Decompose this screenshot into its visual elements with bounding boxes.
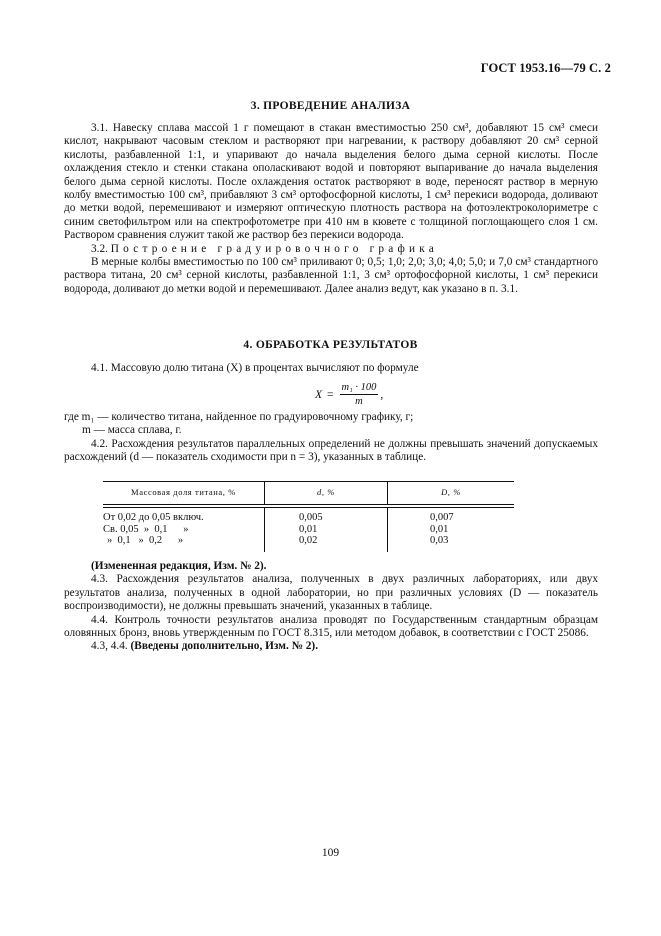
amended-note: (Измененная редакция, Изм. № 2). — [91, 560, 267, 572]
paragraph-3-2: В мерные колбы вместимостью по 100 см³ приливают 0; 0,5; 1,0; 2,0; 3,0; 4,0; 5,0; и 7,0 см³ стандартного раствора титана, 20 см³ серной кислоты, разбавленной 1:1, 3 см³ ортофосфорной кислоты, 1 см³ перекиси водорода, доливают до метки водой и перемешивают. Далее анализ ведут, как указано в п. 3.1. — [64, 256, 598, 295]
table-row-2-D: 0,01 — [430, 523, 449, 535]
paragraph-3-2-number: 3.2. — [91, 242, 108, 255]
formula-denominator: m — [355, 396, 363, 407]
section-4-title: 4. ОБРАБОТКА РЕЗУЛЬТАТОВ — [243, 339, 418, 351]
added-note-wrap — [64, 640, 598, 653]
table-header-D: D, % — [387, 482, 514, 504]
running-header: ГОСТ 1953.16—79 С. 2 — [480, 61, 611, 75]
table-body — [103, 508, 514, 552]
paragraph-3-1: 3.1. Навеску сплава массой 1 г помещают в стакан вместимостью 250 см³, добавляют 15 см³ смеси кислот, накрывают часовым стеклом и растворяют при нагревании, к раствору добавляют 20 см³ серной кислоты, разбавленной 1:1, и упаривают до начала выделения белого дыма серной кислоты. После охлаждения стекло и стенки стакана ополаскивают водой и повторяют выпаривание до начала выделения белого дыма серной кислоты. После охлаждения остаток растворяют в воде, переносят раствор в мерную колбу вместимостью 100 см³, прибавляют 3 см³ ортофосфорной кислоты, 1 см³ перекиси водорода, доливают до метки водой, перемешивают и измеряют оптическую плотность раствора на фотоэлектроколориметре с синим светофильтром или на спектрофотометре при 410 нм в кювете с толщиной поглощающего слоя 1 см. Раствором сравнения служит такой же раствор без перекиси водорода. — [64, 122, 598, 242]
section-4-tail — [64, 560, 598, 654]
formula — [315, 382, 383, 407]
table-header-row — [103, 482, 514, 504]
paragraph-3-2-title — [64, 243, 598, 256]
table-row-2-range: Св. 0,05 » 0,1 » — [103, 523, 189, 535]
table-header-d: d, % — [264, 482, 387, 504]
table-header-mass-fraction: Массовая доля титана, % — [131, 487, 236, 497]
amended-note-wrap — [64, 560, 598, 573]
table-row-2-d: 0,01 — [299, 523, 318, 535]
table-row-1-D: 0,007 — [430, 512, 454, 523]
table-column-mass-fraction — [103, 508, 264, 552]
table-row-1-range: От 0,02 до 0,05 включ. — [103, 512, 204, 523]
legend-m1: где m₁ — количество титана, найденное по градуировочному графику, г; — [64, 411, 414, 423]
paragraph-3-2-heading: Построение градуировочного графика — [110, 242, 438, 255]
tolerance-table — [103, 481, 514, 552]
page-number: 109 — [321, 847, 340, 859]
formula-legend — [64, 411, 598, 465]
formula-comma: , — [380, 388, 384, 401]
table-column-D — [387, 508, 514, 552]
table-row-3-d: 0,02 — [299, 535, 318, 546]
table-row-3-range: » 0,1 » 0,2 » — [107, 535, 184, 546]
paragraph-4-2: 4.2. Расхождения результатов параллельных определений не должны превышать значений допускаемых расхождений (d — показатель сходимости при n = 3), указанных в таблице. — [64, 437, 598, 464]
legend-m: m — масса сплава, г. — [82, 424, 182, 437]
formula-fraction — [340, 382, 379, 407]
formula-numerator: m₁ · 100 — [341, 382, 377, 393]
section-3-body — [64, 122, 598, 296]
paragraph-4-1-wrap — [64, 362, 598, 375]
added-note: (Введены дополнительно, Изм. № 2). — [130, 640, 319, 653]
table-row-1-d: 0,005 — [299, 512, 323, 523]
formula-lhs: X — [315, 388, 323, 401]
paragraph-4-3: 4.3. Расхождения результатов анализа, полученных в двух различных лабораториях, или двух результатов анализа, полученных в одной лаборатории, но при различных условиях (D — показатель воспроизводимости), не должны превышать значений, указанных в таблице. — [64, 573, 598, 613]
formula-equals: = — [327, 388, 334, 401]
added-note-prefix: 4.3, 4.4. — [91, 640, 128, 653]
paragraph-4-1: 4.1. Массовую долю титана (X) в процентах вычисляют по формуле — [91, 362, 419, 374]
paragraph-4-4: 4.4. Контроль точности результатов анализа проводят по Государственным стандартным образцам оловянных бронз, вновь утвержденным по ГОСТ 8.315, или методом добавок, в соответствии с ГОСТ 25086. — [64, 613, 598, 640]
section-3-title: 3. ПРОВЕДЕНИЕ АНАЛИЗА — [250, 100, 411, 112]
table-column-d — [264, 508, 387, 552]
table-row-3-D: 0,03 — [430, 535, 449, 546]
